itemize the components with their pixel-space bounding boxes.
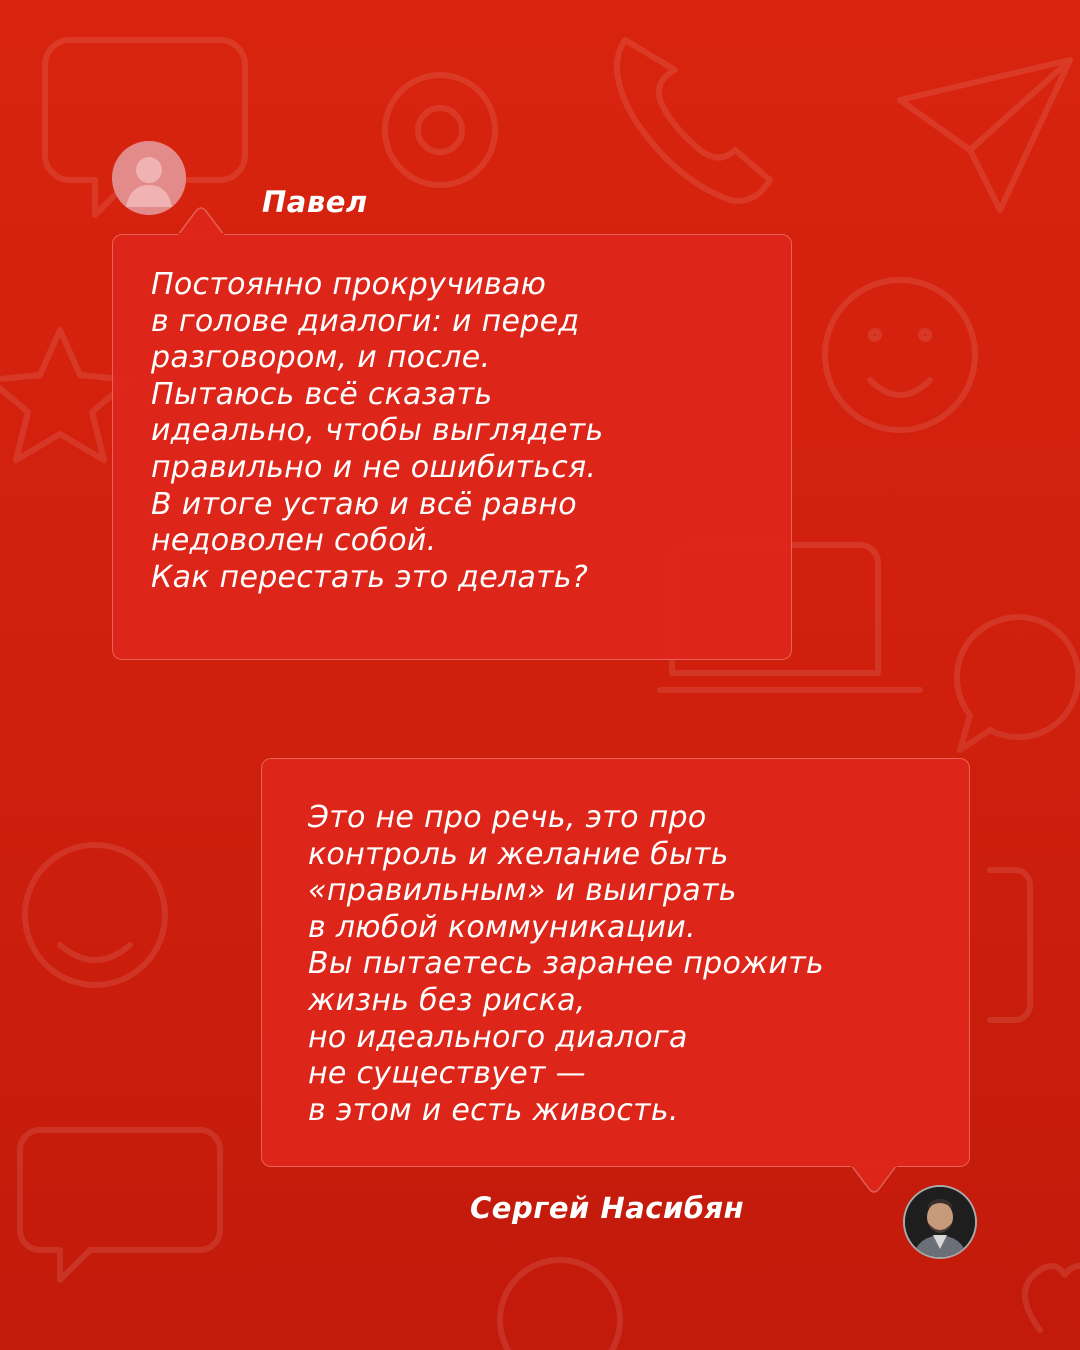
expert-avatar [903,1185,977,1259]
question-bubble [112,234,792,660]
smiley-doodle-icon-2 [25,845,165,985]
phone-doodle-icon [617,40,770,201]
circle-doodle-icon [500,1260,620,1350]
question-bubble-tail [178,205,224,235]
chat-bubble-doodle-icon-2 [20,1130,220,1280]
star-doodle-icon [0,330,130,460]
paper-plane-doodle-icon [900,60,1070,210]
answer-author-name: Сергей Насибян [470,1191,745,1225]
answer-bubble-tail [851,1165,897,1195]
question-text: Постоянно прокручиваю в голове диалоги: и перед разговором, и после. Пытаюсь всё сказать идеально, чтобы выглядеть правильно и не ошибиться. В итоге устаю и всё равно недоволен собой. Как перестать это делать? [151,267,604,595]
box-doodle-icon [990,870,1030,1020]
question-author-name: Павел [262,185,368,219]
smiley-doodle-icon [825,280,975,430]
answer-bubble [261,758,970,1167]
user-silhouette-icon [112,141,186,215]
heart-doodle-icon [1025,1266,1080,1330]
user-avatar [112,141,186,215]
expert-photo-icon [905,1187,975,1257]
answer-text: Это не про речь, это про контроль и желание быть «правильным» и выиграть в любой коммуникации. Вы пытаетесь заранее прожить жизнь без риска, но идеального диалога не существует — в этом и есть живость. [308,800,824,1128]
speech-doodle-icon [957,617,1078,750]
at-sign-doodle-icon [385,75,495,185]
